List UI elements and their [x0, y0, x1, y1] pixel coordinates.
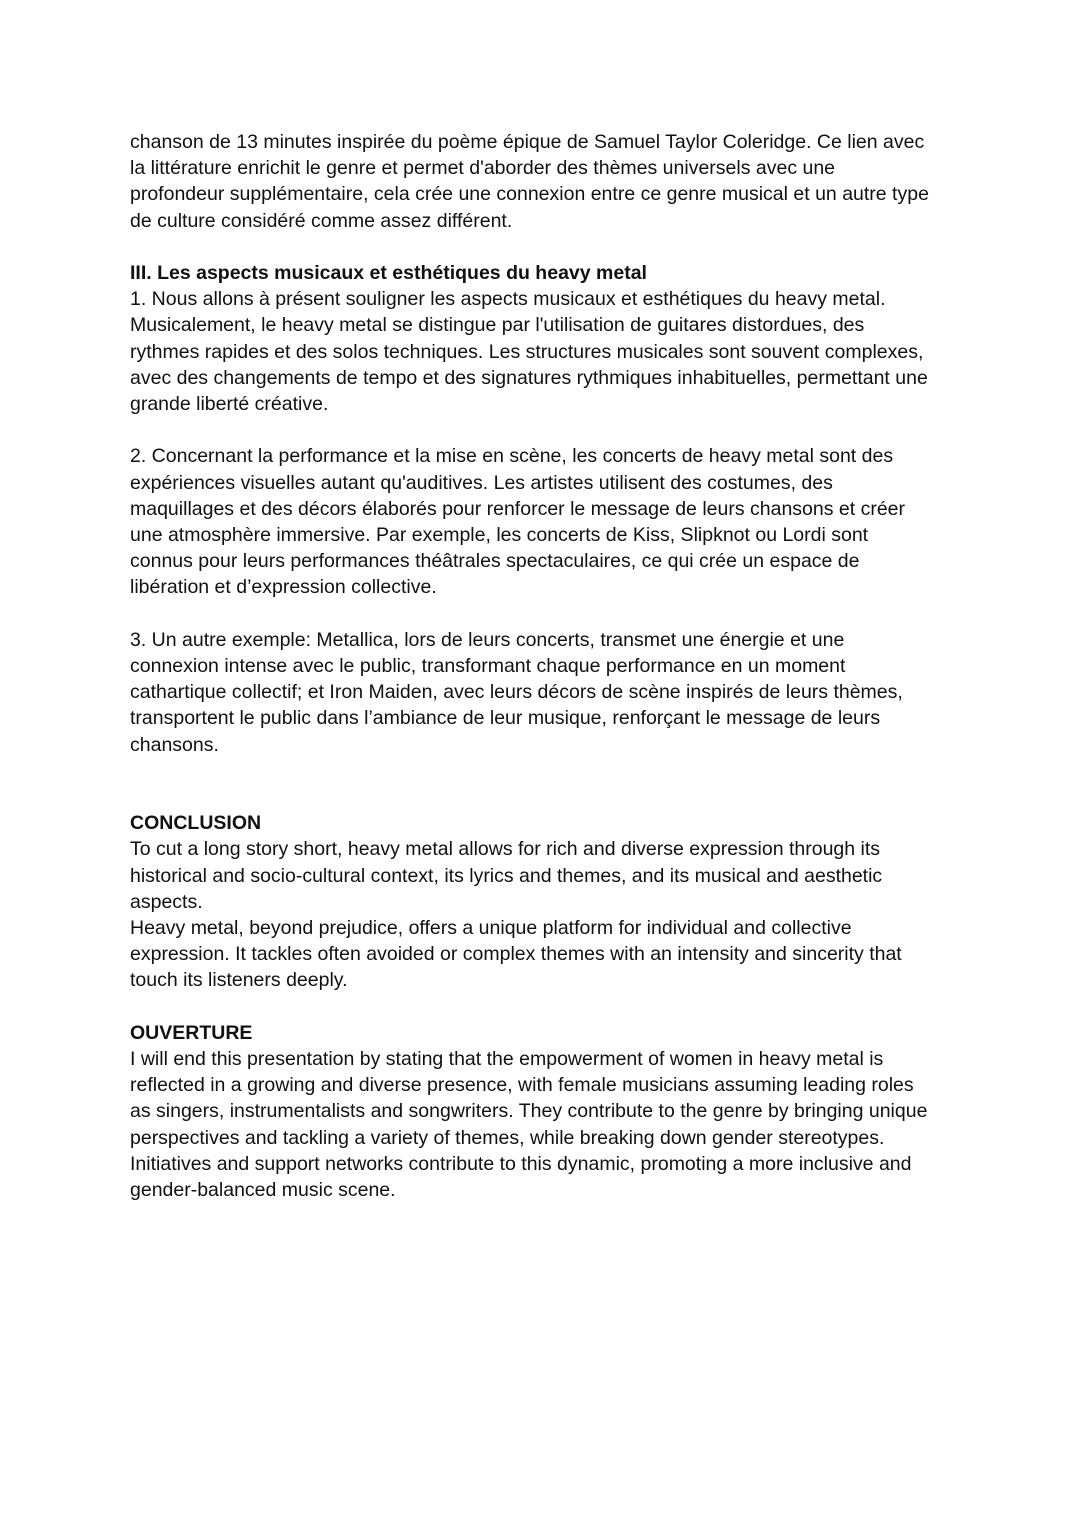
paragraph-spacer — [130, 417, 960, 443]
text-line: grande liberté créative. — [130, 393, 329, 416]
text-line: de culture considéré comme assez différent. — [130, 209, 513, 232]
text-line: chansons. — [130, 733, 219, 756]
text-line: rythmes rapides et des solos techniques. Les structures musicales sont souvent complexes, — [130, 340, 924, 363]
text-line: I will end this presentation by stating that the empowerment of women in heavy metal is — [130, 1048, 884, 1071]
text-line: historical and socio-cultural context, its lyrics and themes, and its musical and aesthetic — [130, 864, 883, 887]
text-line: as singers, instrumentalists and songwriters. They contribute to the genre by bringing unique — [130, 1100, 928, 1123]
text-line: aspects. — [130, 890, 203, 913]
section-spacer — [130, 994, 960, 1020]
text-line: connexion intense avec le public, transformant chaque performance en un moment — [130, 655, 846, 678]
text-line: 1. Nous allons à présent souligner les aspects musicaux et esthétiques du heavy metal. — [130, 288, 886, 311]
text-line: 3. Un autre exemple: Metallica, lors de leurs concerts, transmet une énergie et une — [130, 628, 845, 651]
text-line: la littérature enrichit le genre et permet d'aborder des thèmes universels avec une — [130, 157, 836, 180]
text-line: expression. It tackles often avoided or complex themes with an intensity and sincerity that — [130, 943, 902, 966]
text-line: connus pour leurs performances théâtrales spectaculaires, ce qui crée un espace de — [130, 550, 860, 573]
section-spacer — [130, 758, 960, 810]
text-line: 2. Concernant la performance et la mise en scène, les concerts de heavy metal sont des — [130, 445, 894, 468]
conclusion-section — [130, 810, 960, 993]
paragraph-spacer — [130, 234, 960, 260]
text-line: profondeur supplémentaire, cela crée une connexion entre ce genre musical et un autre type — [130, 183, 929, 206]
text-line: To cut a long story short, heavy metal allows for rich and diverse expression through its — [130, 838, 881, 861]
section-3-paragraph-1 — [130, 286, 960, 417]
section-heading: OUVERTURE — [130, 1021, 253, 1044]
text-line: gender-balanced music scene. — [130, 1179, 396, 1202]
text-line: reflected in a growing and diverse presence, with female musicians assuming leading roles — [130, 1074, 914, 1097]
section-heading: CONCLUSION — [130, 812, 262, 835]
intro-paragraph — [130, 129, 960, 234]
text-line: expériences visuelles autant qu'auditives. Les artistes utilisent des costumes, des — [130, 471, 833, 494]
section-3-paragraph-3 — [130, 627, 960, 758]
text-line: avec des changements de tempo et des signatures rythmiques inhabituelles, permettant une — [130, 366, 928, 389]
text-line: Heavy metal, beyond prejudice, offers a unique platform for individual and collective — [130, 917, 852, 940]
text-line: touch its listeners deeply. — [130, 969, 348, 992]
text-line: perspectives and tackling a variety of themes, while breaking down gender stereotypes. — [130, 1126, 885, 1149]
paragraph-spacer — [130, 601, 960, 627]
text-line: Initiatives and support networks contribute to this dynamic, promoting a more inclusive and — [130, 1152, 912, 1175]
section-3-paragraph-2 — [130, 443, 960, 600]
text-line: cathartique collectif; et Iron Maiden, avec leurs décors de scène inspirés de leurs thèmes, — [130, 681, 903, 704]
document-page — [130, 129, 960, 1203]
text-line: libération et d’expression collective. — [130, 576, 437, 599]
ouverture-section — [130, 1020, 960, 1203]
text-line: Musicalement, le heavy metal se distingue par l'utilisation de guitares distordues, des — [130, 314, 865, 337]
text-line: maquillages et des décors élaborés pour renforcer le message de leurs chansons et créer — [130, 497, 906, 520]
section-heading: III. Les aspects musicaux et esthétiques du heavy metal — [130, 262, 647, 284]
text-line: transportent le public dans l’ambiance de leur musique, renforçant le message de leurs — [130, 707, 881, 730]
section-3 — [130, 260, 960, 758]
text-line: une atmosphère immersive. Par exemple, les concerts de Kiss, Slipknot ou Lordi sont — [130, 524, 869, 547]
text-line: chanson de 13 minutes inspirée du poème épique de Samuel Taylor Coleridge. Ce lien avec — [130, 131, 925, 153]
